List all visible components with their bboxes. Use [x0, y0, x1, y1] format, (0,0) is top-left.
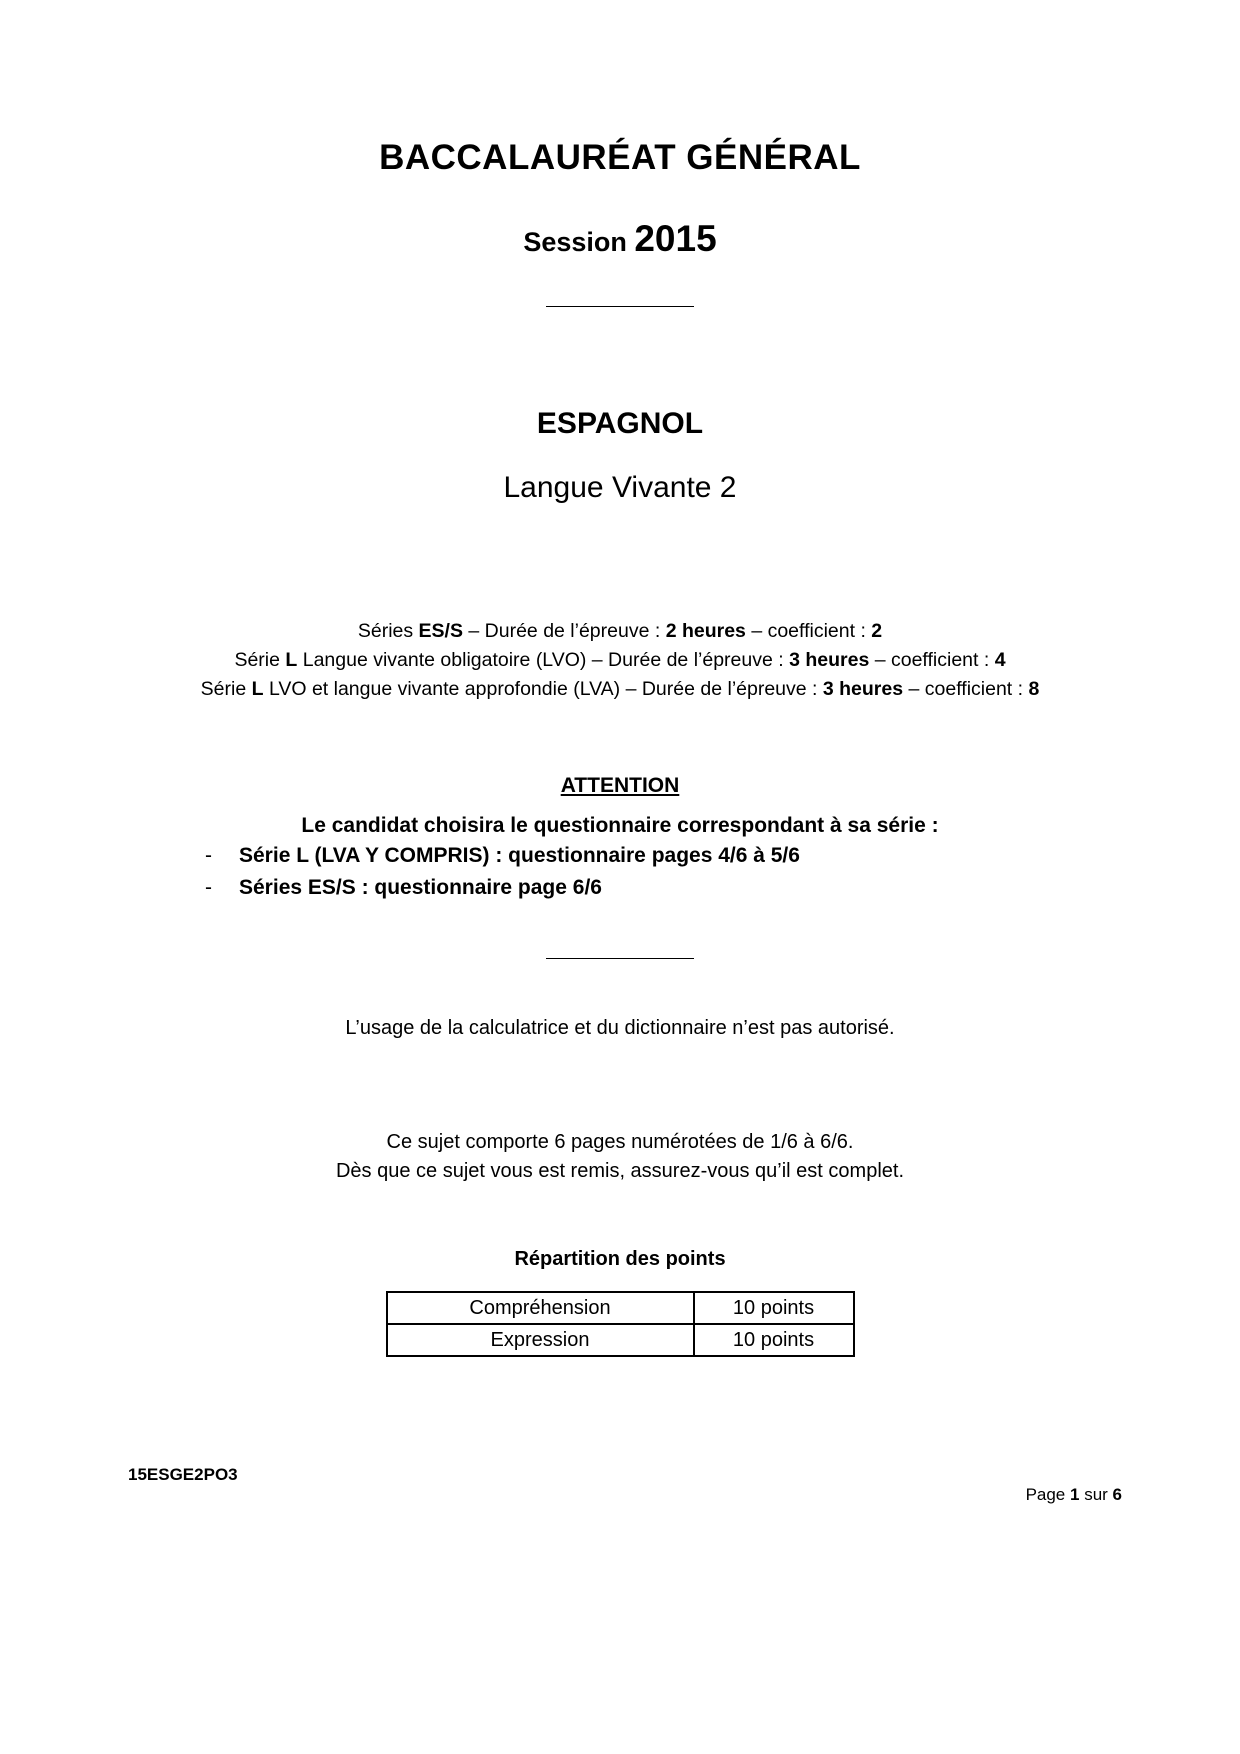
attention-item-label: Séries ES/S : questionnaire page 6/6 — [239, 876, 602, 899]
page-current: 1 — [1070, 1485, 1080, 1504]
series-text: – coefficient : — [903, 678, 1029, 700]
session-year: 2015 — [634, 218, 717, 259]
page-total: 6 — [1112, 1485, 1122, 1504]
series-text: Série — [234, 649, 286, 671]
series-text: Série — [200, 678, 252, 700]
series-text: – Durée de l’épreuve : — [462, 620, 666, 642]
attention-heading: ATTENTION — [560, 774, 680, 797]
page-word: Page — [1025, 1485, 1070, 1504]
series-duration: 3 heures — [822, 678, 904, 700]
page-number — [997, 1465, 1122, 1525]
sur-word: sur — [1079, 1485, 1113, 1504]
table-row — [387, 1324, 854, 1356]
session-line — [0, 218, 1240, 260]
notice-pages-line2: Dès que ce sujet vous est remis, assurez-vous qu’il est complet. — [335, 1160, 905, 1182]
points-heading: Répartition des points — [514, 1248, 726, 1270]
points-row-label: Expression — [387, 1324, 694, 1356]
subject-subtitle: Langue Vivante 2 — [503, 471, 737, 504]
attention-intro: Le candidat choisira le questionnaire correspondant à sa série : — [301, 814, 939, 837]
series-line-l-lva — [0, 675, 1240, 704]
points-row-value: 10 points — [694, 1292, 854, 1324]
subject-name: ESPAGNOL — [536, 407, 704, 440]
series-info-block — [0, 617, 1240, 704]
series-line-l-lvo — [0, 646, 1240, 675]
table-row — [387, 1292, 854, 1324]
series-text: – coefficient : — [869, 649, 995, 671]
series-code: ES/S — [418, 620, 463, 642]
list-dash: - — [205, 876, 212, 899]
notice-pages-line1: Ce sujet comporte 6 pages numérotées de 1/6 à 6/6. — [386, 1131, 854, 1153]
series-text: Séries — [357, 620, 419, 642]
series-text: LVO et langue vivante approfondie (LVA) – Durée de l’épreuve : — [263, 678, 823, 700]
notice-pages-block — [0, 1128, 1240, 1186]
list-dash: - — [205, 844, 212, 867]
notice-calculator: L’usage de la calculatrice et du dictionnaire n’est pas autorisé. — [345, 1017, 895, 1039]
series-line-es-s — [0, 617, 1240, 646]
series-code: L — [251, 678, 264, 700]
attention-list — [205, 840, 1240, 904]
series-text: – coefficient : — [745, 620, 872, 642]
attention-item-series-es-s — [205, 872, 1240, 904]
divider-top — [546, 306, 694, 307]
series-coefficient: 8 — [1028, 678, 1040, 700]
points-table — [386, 1291, 855, 1357]
attention-item-serie-l — [205, 840, 1240, 872]
series-coefficient: 2 — [871, 620, 883, 642]
divider-middle — [546, 958, 694, 959]
document-code: 15ESGE2PO3 — [128, 1465, 238, 1484]
points-row-value: 10 points — [694, 1324, 854, 1356]
series-code: L — [285, 649, 298, 671]
series-text: Langue vivante obligatoire (LVO) – Durée de l’épreuve : — [297, 649, 790, 671]
series-duration: 2 heures — [665, 620, 746, 642]
points-row-label: Compréhension — [387, 1292, 694, 1324]
document-title: BACCALAURÉAT GÉNÉRAL — [379, 138, 861, 177]
attention-item-label: Série L (LVA Y COMPRIS) : questionnaire pages 4/6 à 5/6 — [239, 844, 800, 867]
series-coefficient: 4 — [994, 649, 1006, 671]
session-label: Session — [523, 227, 635, 257]
series-duration: 3 heures — [789, 649, 870, 671]
